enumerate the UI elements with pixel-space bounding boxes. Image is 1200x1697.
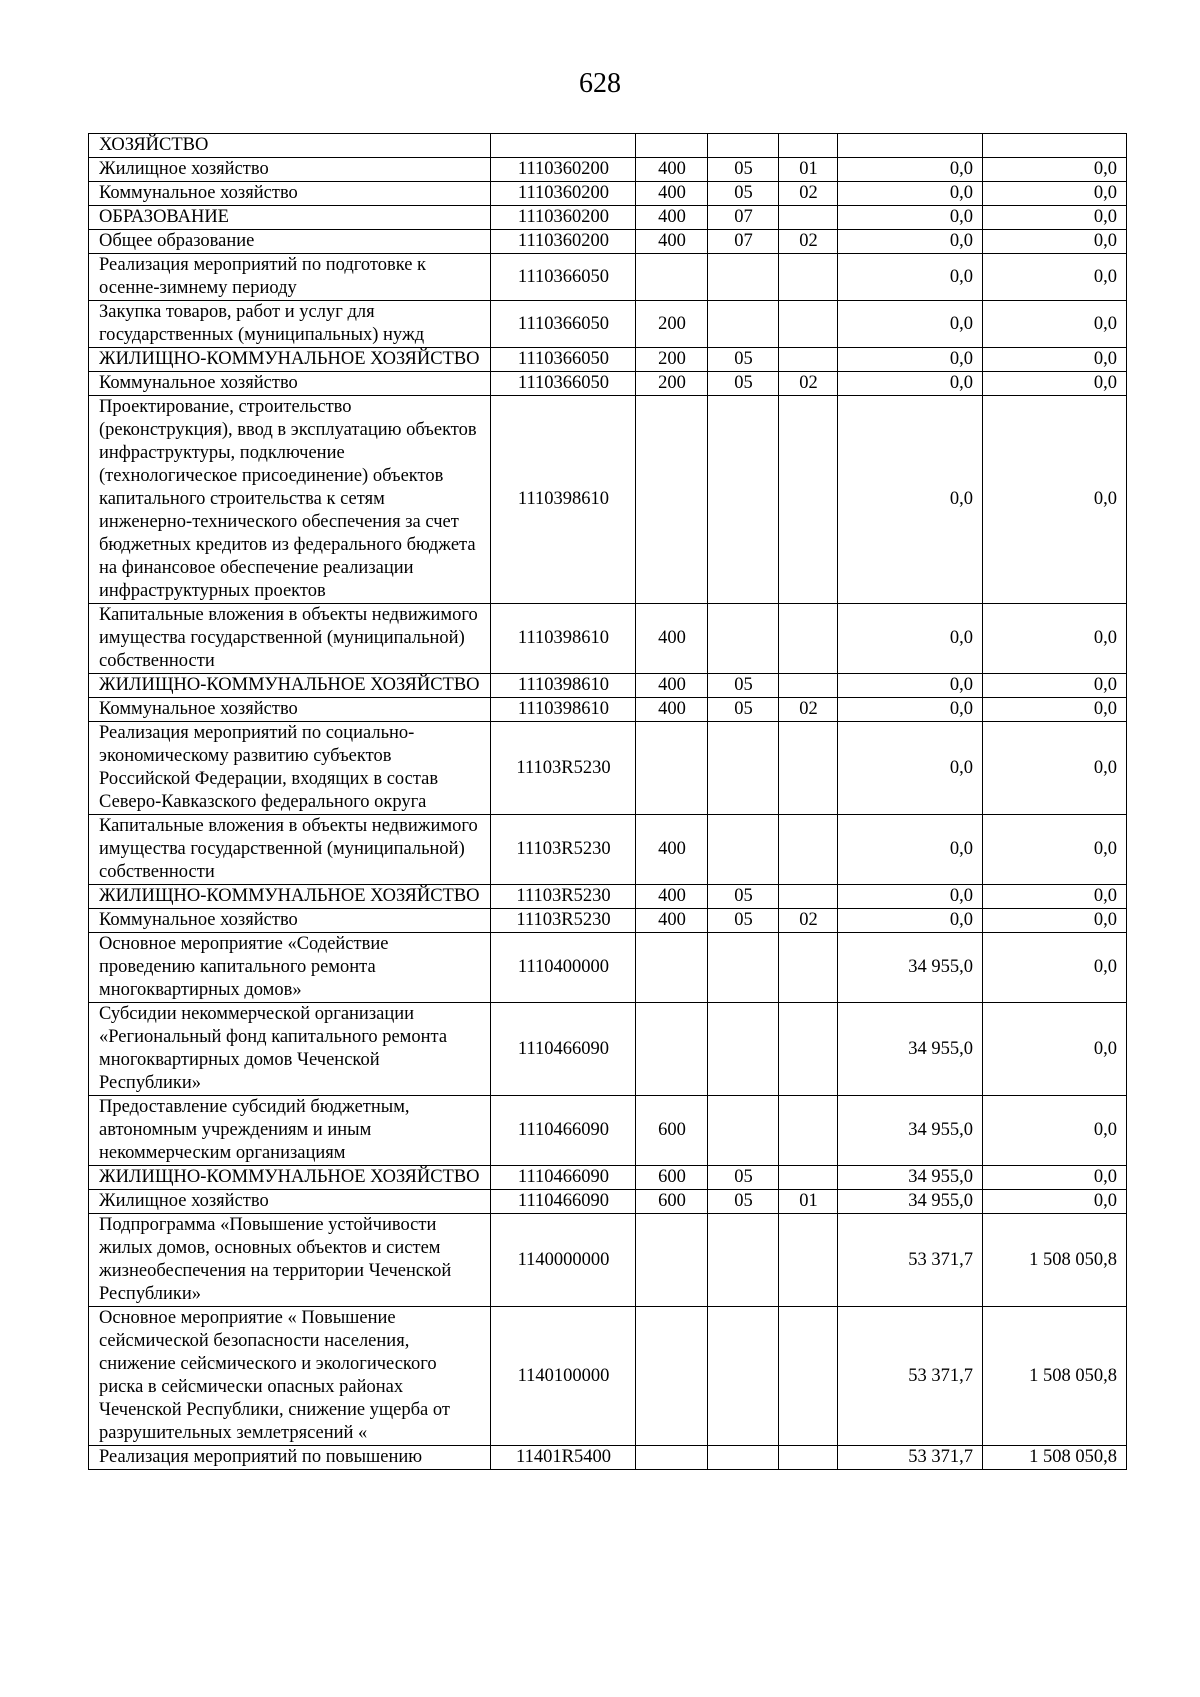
subsection-cell [779,1307,838,1446]
target-code-cell: 1140000000 [491,1214,636,1307]
section-cell [708,134,779,158]
row-name-cell: Коммунальное хозяйство [89,372,491,396]
section-cell: 07 [708,230,779,254]
table-row [89,396,1127,604]
expense-type-cell: 400 [636,230,708,254]
table-row [89,722,1127,815]
amount-year1-cell: 0,0 [838,815,983,885]
expense-type-cell [636,254,708,301]
expense-type-cell: 600 [636,1096,708,1166]
row-name-cell: Реализация мероприятий по социально-экономическому развитию субъектов Российской Федерации, входящих в состав Северо-Кавказского федерального округа [89,722,491,815]
row-name-cell: Основное мероприятие «Содействие проведению капитального ремонта многоквартирных домов» [89,933,491,1003]
subsection-cell [779,722,838,815]
expense-type-cell: 400 [636,885,708,909]
amount-year1-cell: 53 371,7 [838,1214,983,1307]
amount-year2-cell: 0,0 [983,396,1127,604]
amount-year1-cell: 53 371,7 [838,1446,983,1470]
target-code-cell: 1110398610 [491,396,636,604]
table-row [89,1003,1127,1096]
expense-type-cell: 400 [636,815,708,885]
row-name-cell: Реализация мероприятий по подготовке к осенне-зимнему периоду [89,254,491,301]
expense-type-cell: 400 [636,698,708,722]
expense-type-cell: 400 [636,182,708,206]
table-row [89,933,1127,1003]
amount-year1-cell: 0,0 [838,206,983,230]
subsection-cell [779,134,838,158]
amount-year1-cell: 34 955,0 [838,1166,983,1190]
subsection-cell [779,1214,838,1307]
expense-type-cell [636,1446,708,1470]
expense-type-cell: 400 [636,604,708,674]
table-row [89,909,1127,933]
subsection-cell [779,348,838,372]
target-code-cell: 1140100000 [491,1307,636,1446]
amount-year2-cell [983,134,1127,158]
table-row [89,254,1127,301]
table-row [89,301,1127,348]
target-code-cell: 1110398610 [491,698,636,722]
expense-type-cell [636,933,708,1003]
table-row [89,348,1127,372]
subsection-cell: 01 [779,158,838,182]
row-name-cell: Капитальные вложения в объекты недвижимого имущества государственной (муниципальной) собственности [89,815,491,885]
amount-year1-cell: 0,0 [838,301,983,348]
section-cell [708,604,779,674]
expense-type-cell: 400 [636,158,708,182]
table-row [89,1190,1127,1214]
amount-year2-cell: 0,0 [983,1166,1127,1190]
expense-type-cell: 200 [636,348,708,372]
row-name-cell: Капитальные вложения в объекты недвижимого имущества государственной (муниципальной) собственности [89,604,491,674]
target-code-cell: 11103R5230 [491,885,636,909]
section-cell [708,1003,779,1096]
amount-year1-cell: 0,0 [838,348,983,372]
section-cell [708,815,779,885]
amount-year1-cell: 0,0 [838,885,983,909]
table-row [89,1446,1127,1470]
table-row [89,1307,1127,1446]
target-code-cell: 1110360200 [491,206,636,230]
subsection-cell: 02 [779,230,838,254]
row-name-cell: ХОЗЯЙСТВО [89,134,491,158]
amount-year1-cell: 0,0 [838,674,983,698]
row-name-cell: Реализация мероприятий по повышению [89,1446,491,1470]
table-row [89,1214,1127,1307]
section-cell [708,1446,779,1470]
table-row [89,206,1127,230]
subsection-cell [779,1096,838,1166]
subsection-cell [779,815,838,885]
table-row [89,158,1127,182]
amount-year2-cell: 0,0 [983,815,1127,885]
row-name-cell: Основное мероприятие « Повышение сейсмической безопасности населения, снижение сейсмического и экологического риска в сейсмически опасных районах Чеченской Республики, снижение ущерба от разрушительных землетрясений « [89,1307,491,1446]
subsection-cell [779,933,838,1003]
amount-year1-cell: 0,0 [838,158,983,182]
target-code-cell: 1110466090 [491,1166,636,1190]
section-cell [708,722,779,815]
target-code-cell: 1110466090 [491,1190,636,1214]
amount-year1-cell: 0,0 [838,372,983,396]
section-cell [708,1096,779,1166]
section-cell: 05 [708,372,779,396]
expense-type-cell: 400 [636,674,708,698]
amount-year1-cell: 0,0 [838,909,983,933]
row-name-cell: Предоставление субсидий бюджетным, автономным учреждениям и иным некоммерческим организациям [89,1096,491,1166]
subsection-cell [779,885,838,909]
row-name-cell: Коммунальное хозяйство [89,698,491,722]
target-code-cell: 11103R5230 [491,722,636,815]
expense-type-cell [636,722,708,815]
row-name-cell: ЖИЛИЩНО-КОММУНАЛЬНОЕ ХОЗЯЙСТВО [89,1166,491,1190]
row-name-cell: ЖИЛИЩНО-КОММУНАЛЬНОЕ ХОЗЯЙСТВО [89,674,491,698]
amount-year1-cell: 0,0 [838,230,983,254]
section-cell: 05 [708,1190,779,1214]
target-code-cell: 11103R5230 [491,815,636,885]
target-code-cell: 1110366050 [491,372,636,396]
expense-type-cell [636,396,708,604]
subsection-cell [779,396,838,604]
subsection-cell: 02 [779,372,838,396]
row-name-cell: ЖИЛИЩНО-КОММУНАЛЬНОЕ ХОЗЯЙСТВО [89,348,491,372]
row-name-cell: Жилищное хозяйство [89,1190,491,1214]
section-cell: 05 [708,674,779,698]
section-cell [708,396,779,604]
amount-year2-cell: 0,0 [983,885,1127,909]
row-name-cell: Субсидии некоммерческой организации «Региональный фонд капитального ремонта многоквартирных домов Чеченской Республики» [89,1003,491,1096]
subsection-cell: 01 [779,1190,838,1214]
amount-year2-cell: 0,0 [983,698,1127,722]
target-code-cell: 1110466090 [491,1003,636,1096]
expense-type-cell [636,134,708,158]
amount-year2-cell: 1 508 050,8 [983,1214,1127,1307]
target-code-cell: 1110360200 [491,158,636,182]
amount-year2-cell: 0,0 [983,604,1127,674]
table-row [89,182,1127,206]
section-cell: 05 [708,698,779,722]
amount-year2-cell: 0,0 [983,301,1127,348]
section-cell: 05 [708,909,779,933]
subsection-cell [779,1446,838,1470]
amount-year1-cell [838,134,983,158]
section-cell: 05 [708,348,779,372]
subsection-cell [779,301,838,348]
subsection-cell [779,206,838,230]
subsection-cell [779,1003,838,1096]
amount-year2-cell: 0,0 [983,230,1127,254]
expense-type-cell [636,1214,708,1307]
target-code-cell: 1110366050 [491,348,636,372]
target-code-cell: 1110400000 [491,933,636,1003]
subsection-cell [779,674,838,698]
target-code-cell: 11103R5230 [491,909,636,933]
table-row [89,1166,1127,1190]
row-name-cell: ЖИЛИЩНО-КОММУНАЛЬНОЕ ХОЗЯЙСТВО [89,885,491,909]
row-name-cell: ОБРАЗОВАНИЕ [89,206,491,230]
amount-year2-cell: 0,0 [983,182,1127,206]
amount-year1-cell: 0,0 [838,254,983,301]
amount-year2-cell: 0,0 [983,348,1127,372]
target-code-cell: 11401R5400 [491,1446,636,1470]
row-name-cell: Коммунальное хозяйство [89,182,491,206]
expense-type-cell [636,1003,708,1096]
target-code-cell: 1110360200 [491,230,636,254]
target-code-cell: 1110466090 [491,1096,636,1166]
amount-year1-cell: 0,0 [838,698,983,722]
page-number: 628 [579,68,621,99]
table-body [89,134,1127,1470]
target-code-cell: 1110398610 [491,604,636,674]
expense-type-cell [636,1307,708,1446]
amount-year2-cell: 1 508 050,8 [983,1446,1127,1470]
section-cell: 05 [708,885,779,909]
target-code-cell: 1110366050 [491,301,636,348]
subsection-cell: 02 [779,909,838,933]
section-cell: 05 [708,158,779,182]
section-cell: 07 [708,206,779,230]
table-row [89,885,1127,909]
budget-table [88,133,1127,1470]
expense-type-cell: 600 [636,1166,708,1190]
subsection-cell [779,254,838,301]
table-row [89,815,1127,885]
amount-year2-cell: 0,0 [983,1096,1127,1166]
target-code-cell [491,134,636,158]
table-row [89,674,1127,698]
amount-year2-cell: 0,0 [983,909,1127,933]
expense-type-cell: 200 [636,301,708,348]
row-name-cell: Проектирование, строительство (реконструкция), ввод в эксплуатацию объектов инфраструктуры, подключение (технологическое присоединение) объектов капитального строительства к сетям инженерно-технического обеспечения за счет бюджетных кредитов из федерального бюджета на финансовое обеспечение реализации инфраструктурных проектов [89,396,491,604]
target-code-cell: 1110366050 [491,254,636,301]
amount-year1-cell: 34 955,0 [838,1096,983,1166]
table-row [89,230,1127,254]
row-name-cell: Коммунальное хозяйство [89,909,491,933]
row-name-cell: Подпрограмма «Повышение устойчивости жилых домов, основных объектов и систем жизнеобеспечения на территории Чеченской Республики» [89,1214,491,1307]
table-row [89,372,1127,396]
subsection-cell [779,1166,838,1190]
table-row [89,134,1127,158]
section-cell [708,1214,779,1307]
section-cell [708,254,779,301]
subsection-cell [779,604,838,674]
amount-year2-cell: 0,0 [983,158,1127,182]
row-name-cell: Жилищное хозяйство [89,158,491,182]
section-cell: 05 [708,1166,779,1190]
subsection-cell: 02 [779,698,838,722]
target-code-cell: 1110398610 [491,674,636,698]
expense-type-cell: 400 [636,909,708,933]
amount-year1-cell: 34 955,0 [838,933,983,1003]
subsection-cell: 02 [779,182,838,206]
expense-type-cell: 200 [636,372,708,396]
amount-year2-cell: 1 508 050,8 [983,1307,1127,1446]
amount-year1-cell: 53 371,7 [838,1307,983,1446]
amount-year2-cell: 0,0 [983,372,1127,396]
amount-year2-cell: 0,0 [983,254,1127,301]
amount-year2-cell: 0,0 [983,674,1127,698]
amount-year1-cell: 0,0 [838,722,983,815]
table-row [89,1096,1127,1166]
amount-year2-cell: 0,0 [983,1003,1127,1096]
target-code-cell: 1110360200 [491,182,636,206]
expense-type-cell: 400 [636,206,708,230]
amount-year1-cell: 34 955,0 [838,1190,983,1214]
section-cell [708,1307,779,1446]
table-row [89,698,1127,722]
row-name-cell: Общее образование [89,230,491,254]
table-row [89,604,1127,674]
amount-year2-cell: 0,0 [983,722,1127,815]
amount-year1-cell: 34 955,0 [838,1003,983,1096]
amount-year2-cell: 0,0 [983,206,1127,230]
amount-year2-cell: 0,0 [983,1190,1127,1214]
amount-year1-cell: 0,0 [838,604,983,674]
amount-year1-cell: 0,0 [838,182,983,206]
row-name-cell: Закупка товаров, работ и услуг для государственных (муниципальных) нужд [89,301,491,348]
amount-year1-cell: 0,0 [838,396,983,604]
section-cell [708,301,779,348]
section-cell [708,933,779,1003]
section-cell: 05 [708,182,779,206]
amount-year2-cell: 0,0 [983,933,1127,1003]
expense-type-cell: 600 [636,1190,708,1214]
